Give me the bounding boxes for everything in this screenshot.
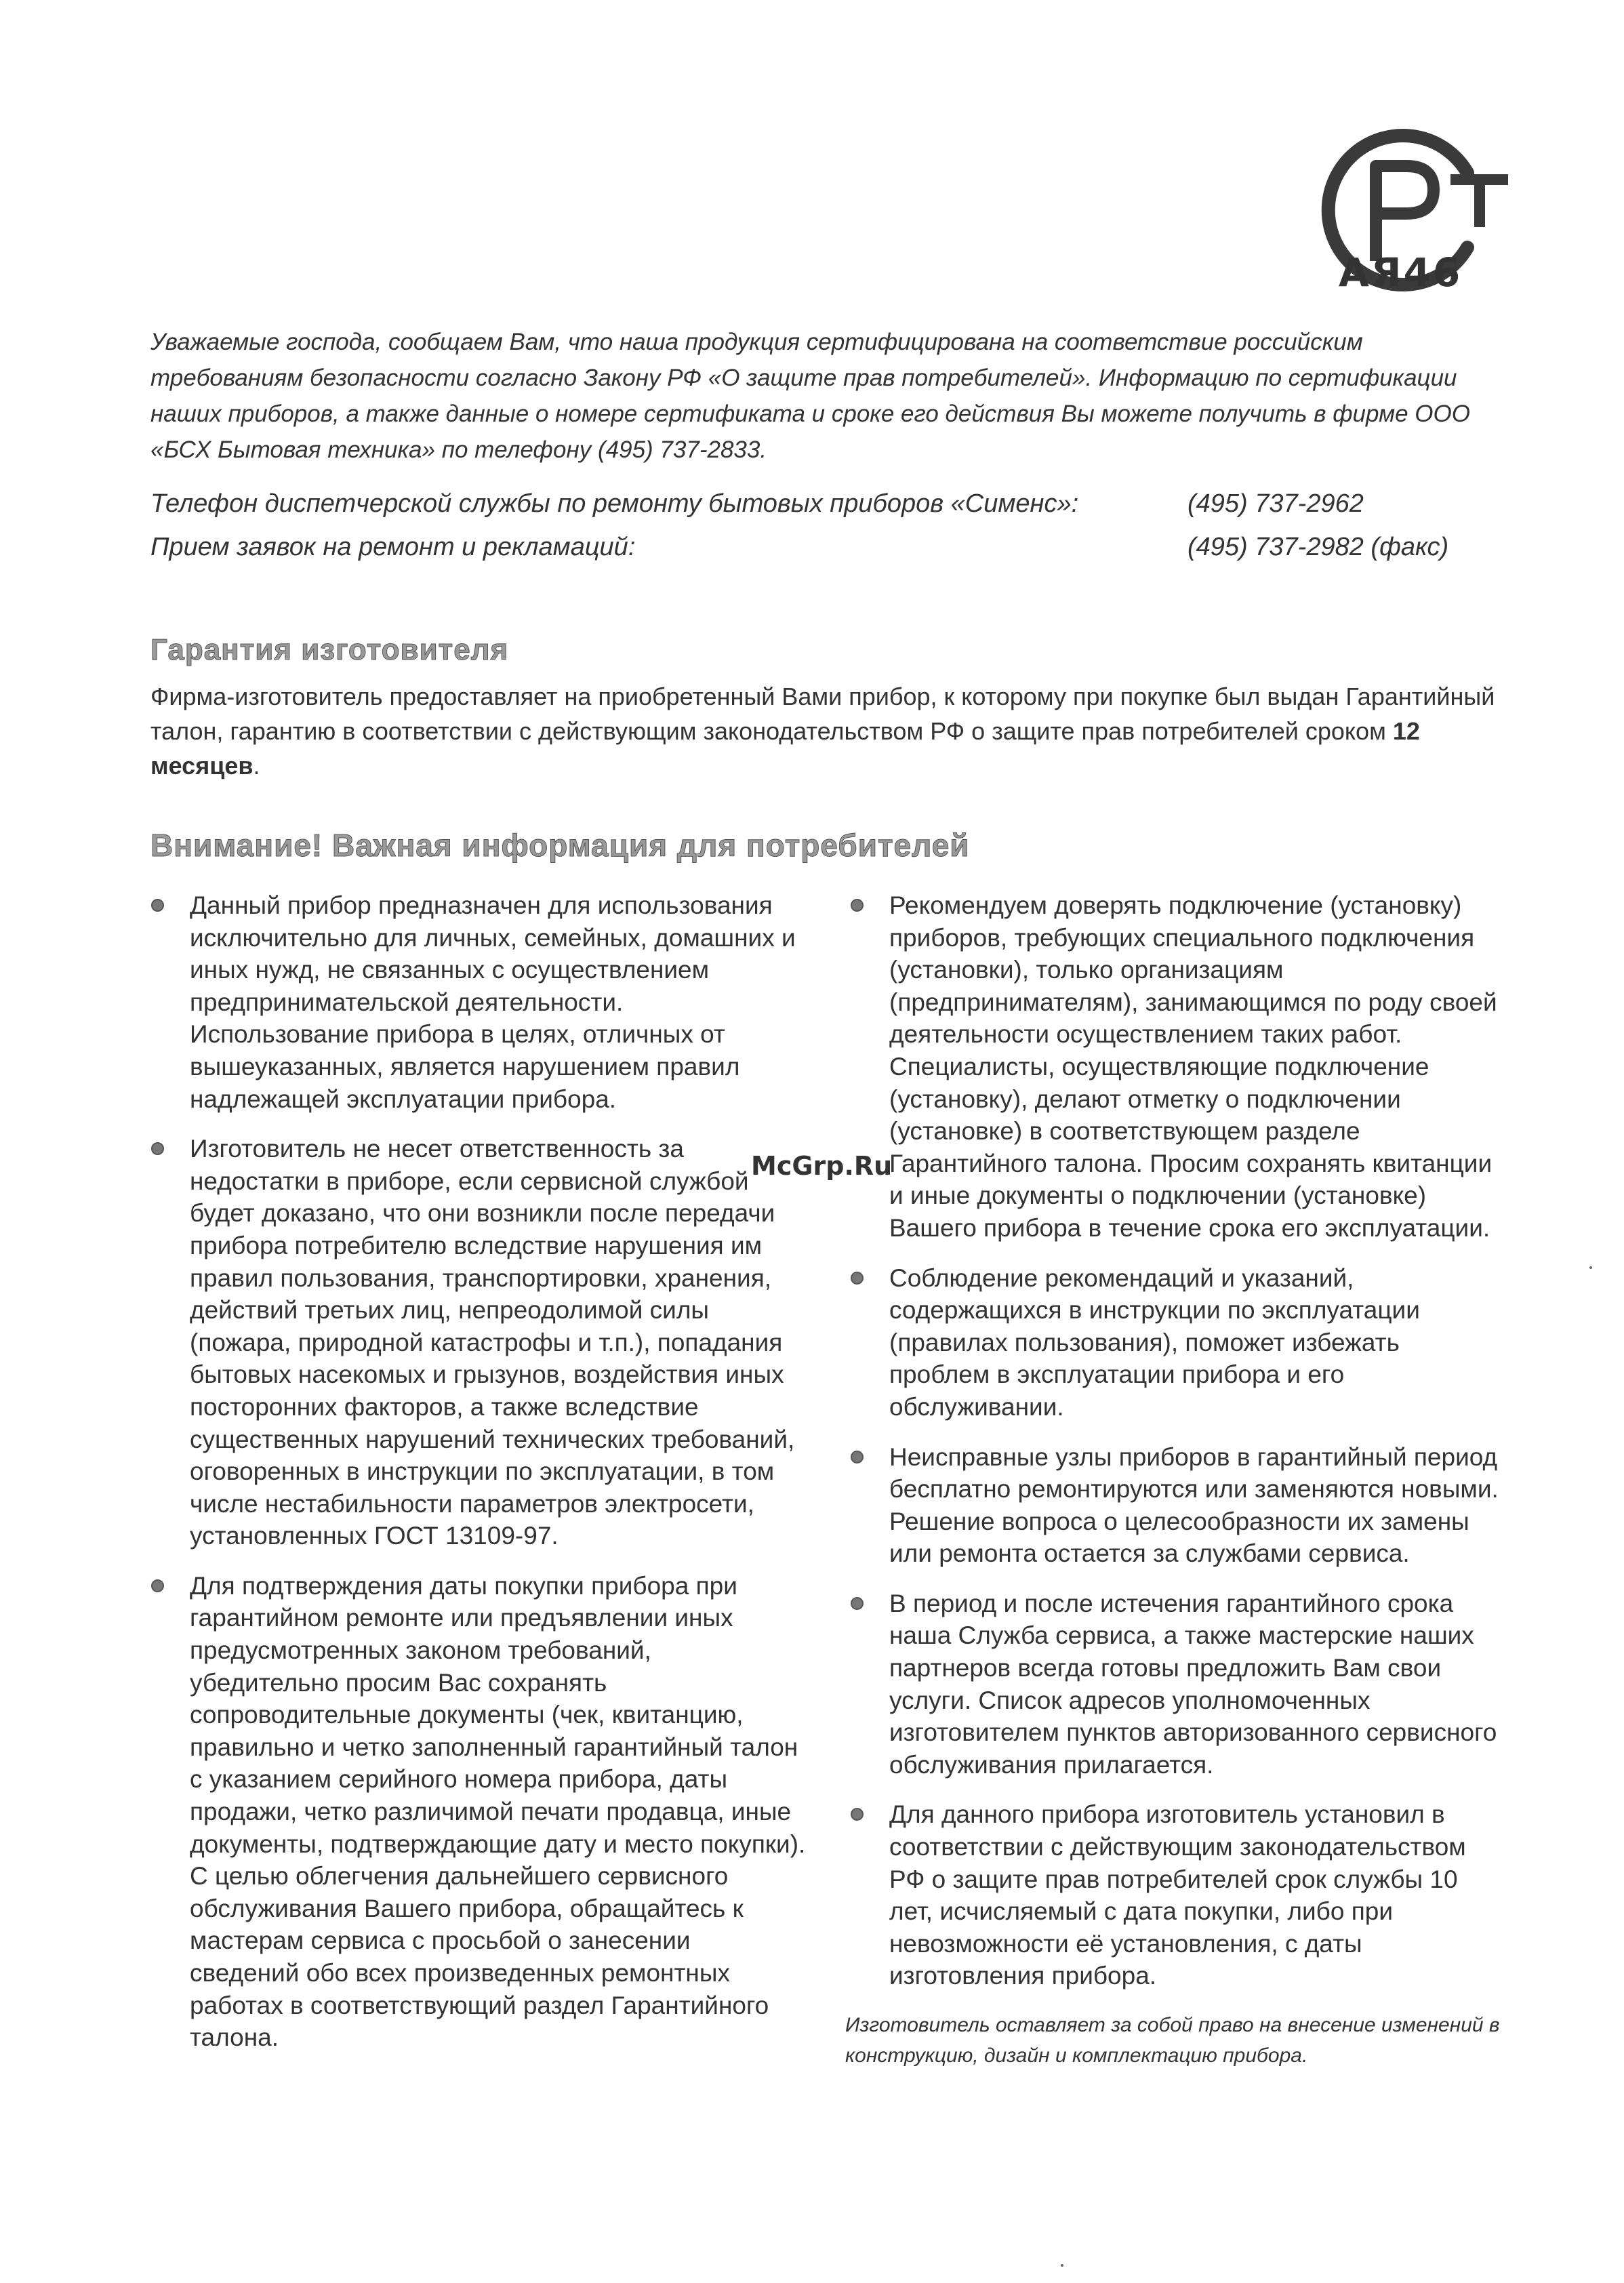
warranty-body: Фирма-изготовитель предоставляет на приобретенный Вами прибор, к которому при покупке был выдан Гарантийный талон, гарантию в соответствии с действующим законодательством РФ о защите прав потребителей сроком bbox=[150, 683, 1495, 745]
list-item bbox=[845, 1798, 1506, 1992]
list-item bbox=[146, 889, 807, 1115]
bullet-icon bbox=[851, 1272, 864, 1285]
contact-phone: (495) 737-2982 (факс) bbox=[1187, 533, 1449, 561]
contact-label: Телефон диспетчерской службы по ремонту бытовых приборов «Сименс»: bbox=[150, 489, 1079, 518]
attention-heading: Внимание! Важная информация для потребителей bbox=[150, 828, 970, 863]
contact-row bbox=[150, 533, 1506, 576]
scan-speck bbox=[1061, 2264, 1063, 2267]
bullet-icon bbox=[151, 899, 164, 912]
bullet-icon bbox=[851, 1597, 864, 1610]
list-item bbox=[845, 1441, 1506, 1570]
intro-text: Уважаемые господа, сообщаем Вам, что наша продукция сертифицирована на соответствие российским требованиям безопасности согласно Закону РФ «О защите прав потребителей». Информацию по сертификации наших приборов, а также данные о номере сертификата и сроке его действия Вы можете получить в фирме ООО «БСХ Бытовая техника» по телефону (495) 737-2833. bbox=[150, 329, 1470, 463]
contacts bbox=[150, 489, 1506, 576]
bullet-icon bbox=[851, 1808, 864, 1821]
warranty-term: 12 месяцев bbox=[150, 717, 1420, 780]
item-text: Изготовитель не несет ответственность за недостатки в приборе, если сервисной службой будет доказано, что они возникли после передачи прибора потребителю вследствие нарушения им правил пользования, транспортировки, хранения, действий третьих лиц, непреодолимой силы (пожара, природной катастрофы и т.п.), попадания бытовых насекомых и грызунов, воздействия иных посторонних факторов, а также вследствие существенных нарушений технических требований, оговоренных в инструкции по эксплуатации, в том числе нестабильности параметров электросети, установленных ГОСТ 13109-97. bbox=[190, 1135, 795, 1550]
bullet-icon bbox=[851, 1451, 864, 1463]
item-text: В период и после истечения гарантийного срока наша Служба сервиса, а также мастерские наших партнеров всегда готовы предложить Вам свои услуги. Список адресов уполномоченных изготовителем пунктов авторизованного сервисного обслуживания прилагается. bbox=[889, 1589, 1497, 1779]
scan-speck bbox=[1589, 1266, 1592, 1269]
bullet-icon bbox=[151, 1579, 164, 1592]
item-text: Соблюдение рекомендаций и указаний, содержащихся в инструкции по эксплуатации (правилах пользования), поможет избежать проблем в эксплуатации прибора и его обслуживании. bbox=[889, 1264, 1420, 1421]
warranty-text bbox=[150, 679, 1506, 783]
item-text: Неисправные узлы приборов в гарантийный период бесплатно ремонтируются или заменяются новыми. Решение вопроса о целесообразности их замены или ремонта остается за службами сервиса. bbox=[889, 1442, 1499, 1568]
contact-phone: (495) 737-2962 bbox=[1187, 489, 1364, 518]
left-column bbox=[146, 889, 807, 2072]
item-text: Для данного прибора изготовитель установил в соответствии с действующим законодательством РФ о защите прав потребителей срок службы 10 лет, исчисляемый с дата покупки, либо при невозможности её установления, с даты изготовления прибора. bbox=[889, 1800, 1466, 1990]
footnote: Изготовитель оставляет за собой право на внесение изменений в конструкцию, дизайн и комплектацию прибора. bbox=[845, 2014, 1500, 2067]
list-item bbox=[146, 1133, 807, 1552]
contact-row bbox=[150, 489, 1506, 533]
contact-label: Прием заявок на ремонт и рекламаций: bbox=[150, 533, 636, 561]
warranty-end: . bbox=[253, 752, 260, 780]
watermark: McGrp.Ru bbox=[751, 1151, 893, 1181]
right-column bbox=[845, 889, 1506, 2071]
item-text: Для подтверждения даты покупки прибора при гарантийном ремонте или предъявлении иных предусмотренных законом требований, убедительно просим Вас сохранять сопроводительные документы (чек, квитанцию, правильно и четко заполненный гарантийный талон с указанием серийного номера прибора, даты продажи, четко различимой печати продавца, иные документы, подтверждающие дату и место покупки). С целью облегчения дальнейшего сервисного обслуживания Вашего прибора, обращайтесь к мастерам сервиса с просьбой о занесении сведений обо всех произведенных ремонтных работах в соответствующий раздел Гарантийного талона. bbox=[190, 1571, 806, 2052]
bullet-icon bbox=[151, 1142, 164, 1155]
item-text: Данный прибор предназначен для использования исключительно для личных, семейных, домашних и иных нужд, не связанных с осуществлением предпринимательской деятельности. Использование прибора в целях, отличных от вышеуказанных, является нарушением правил надлежащей эксплуатации прибора. bbox=[190, 891, 796, 1113]
item-text: Рекомендуем доверять подключение (установку) приборов, требующих специального подключения (установки), только организациям (предпринимателям), занимающимся по роду своей деятельности осуществлением таких работ. Специалисты, осуществляющие подключение (установку), делают отметку о подключении (установке) в соответствующем разделе Гарантийного талона. Просим сохранять квитанции и иные документы о подключении (установке) Вашего прибора в течение срока его эксплуатации. bbox=[889, 891, 1497, 1242]
certification-code: АЯ46 bbox=[1339, 249, 1463, 296]
list-item bbox=[146, 1570, 807, 2054]
bullet-icon bbox=[851, 899, 864, 912]
warranty-heading: Гарантия изготовителя bbox=[150, 633, 509, 666]
list-item bbox=[845, 1588, 1506, 1781]
list-item bbox=[845, 1262, 1506, 1423]
list-item bbox=[845, 889, 1506, 1245]
